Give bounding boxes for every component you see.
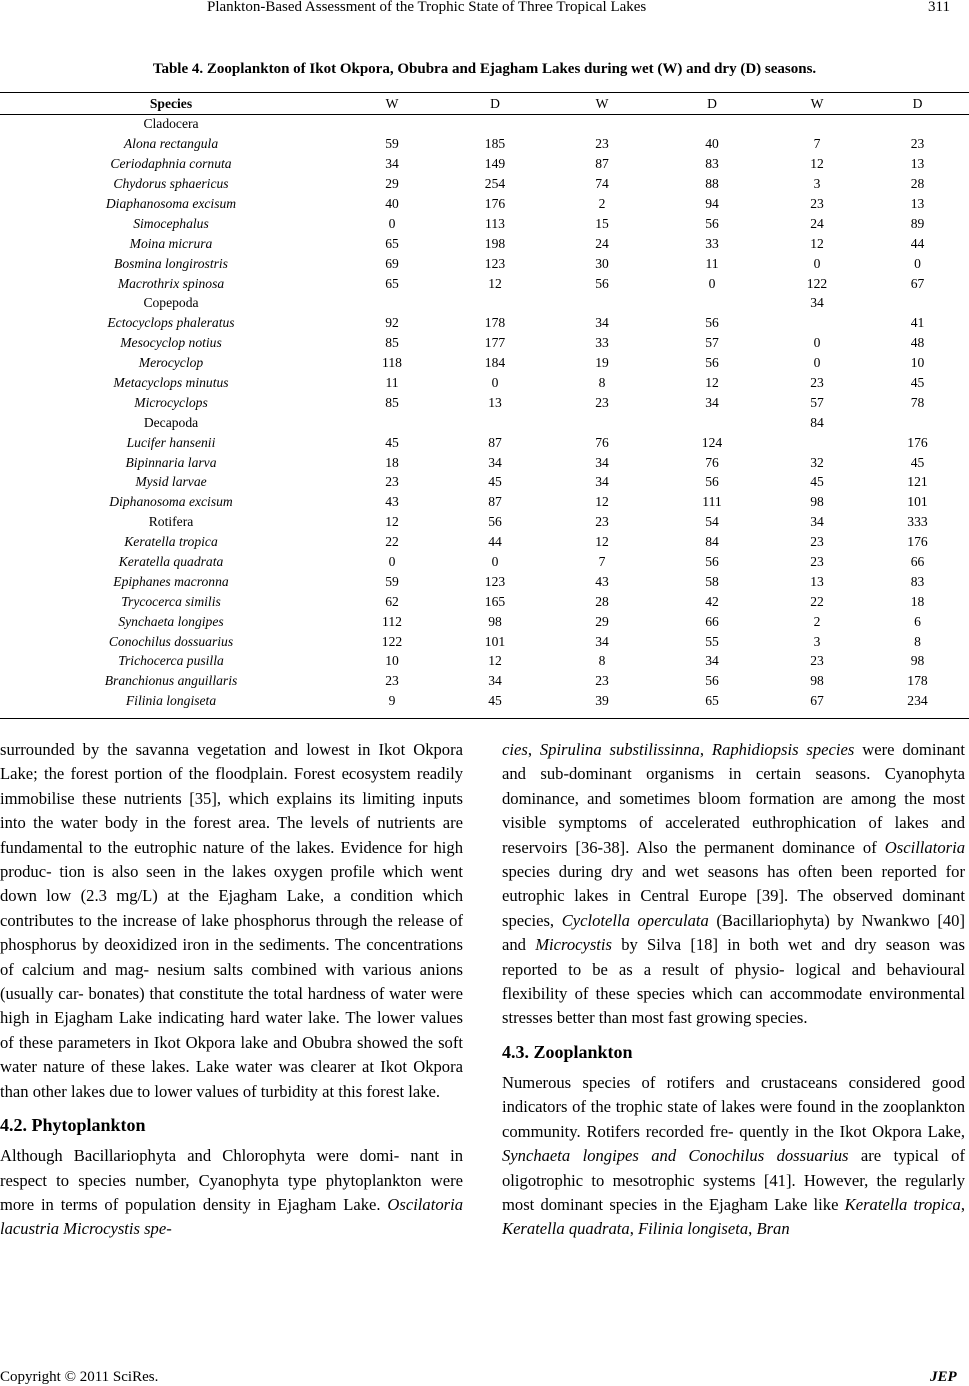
count-cell: 45	[488, 474, 502, 490]
count-cell: 12	[810, 235, 824, 251]
count-cell: 19	[595, 355, 609, 371]
table-group-row	[0, 512, 969, 532]
count-cell: 45	[488, 693, 502, 709]
count-cell: 42	[705, 593, 719, 609]
count-cell: 34	[385, 156, 399, 172]
count-cell: 87	[488, 494, 502, 510]
count-cell: 13	[488, 394, 502, 410]
count-cell: 69	[385, 255, 399, 271]
table-row	[0, 571, 969, 591]
count-cell: 0	[491, 375, 499, 391]
count-cell: 23	[595, 136, 609, 152]
count-cell: 8	[598, 653, 606, 669]
count-cell: 6	[914, 613, 921, 629]
count-cell	[548, 293, 656, 313]
column-header: W	[810, 95, 824, 111]
species-cell: Trichocerca pusilla	[118, 653, 224, 669]
count-cell: 41	[910, 315, 925, 331]
count-cell: 23	[595, 514, 609, 530]
count-cell: 0	[388, 215, 396, 231]
table-row	[0, 591, 969, 611]
count-cell: 176	[484, 196, 506, 211]
count-cell: 65	[385, 235, 399, 251]
count-cell: 0	[813, 355, 821, 371]
count-cell	[442, 114, 548, 134]
count-cell: 198	[484, 235, 506, 251]
count-cell	[548, 412, 656, 432]
count-cell: 98	[810, 673, 824, 689]
species-cell: Moina micrura	[129, 235, 213, 251]
count-cell: 48	[910, 335, 925, 351]
count-cell: 13	[910, 196, 925, 211]
count-cell: 29	[595, 613, 609, 629]
count-cell: 98	[810, 494, 824, 510]
count-cell: 22	[385, 534, 399, 550]
count-cell: 43	[595, 573, 609, 589]
count-cell: 34	[488, 454, 502, 470]
count-cell: 85	[385, 394, 399, 410]
species-cell: Mysid larvae	[135, 474, 207, 490]
count-cell: 88	[705, 176, 719, 192]
count-cell	[342, 412, 442, 432]
table-row	[0, 651, 969, 671]
count-cell	[866, 114, 969, 134]
count-cell: 33	[705, 235, 719, 251]
count-cell: 94	[705, 196, 719, 211]
count-cell: 76	[595, 434, 609, 450]
count-cell: 24	[810, 215, 824, 231]
count-cell: 15	[595, 215, 609, 231]
count-cell: 333	[907, 514, 928, 530]
table-row	[0, 233, 969, 253]
column-header: D	[490, 95, 500, 111]
table-row	[0, 373, 969, 393]
table-row	[0, 174, 969, 194]
count-cell: 18	[385, 454, 399, 470]
table-group-row	[0, 114, 969, 134]
count-cell: 7	[813, 136, 821, 152]
count-cell: 124	[701, 434, 723, 450]
count-cell: 123	[484, 255, 506, 271]
count-cell: 45	[910, 375, 925, 391]
count-cell: 74	[595, 176, 609, 192]
species-cell: Diphanosoma excisum	[109, 494, 233, 510]
count-cell: 23	[810, 554, 824, 570]
count-cell: 84	[810, 414, 824, 430]
count-cell: 0	[708, 275, 716, 291]
count-cell: 12	[595, 494, 609, 510]
count-cell: 28	[595, 593, 609, 609]
count-cell	[768, 114, 866, 134]
count-cell: 78	[910, 394, 925, 410]
count-cell: 65	[385, 275, 399, 291]
count-cell: 8	[598, 375, 606, 391]
count-cell: 12	[810, 156, 824, 172]
count-cell: 67	[910, 275, 925, 291]
count-cell: 87	[488, 434, 502, 450]
count-cell	[866, 293, 969, 313]
count-cell: 184	[484, 355, 506, 371]
count-cell: 89	[910, 215, 925, 231]
count-cell	[342, 114, 442, 134]
table-row	[0, 333, 969, 353]
count-cell: 23	[810, 653, 824, 669]
count-cell: 83	[910, 573, 925, 589]
count-cell: 0	[914, 255, 921, 271]
count-cell: 101	[907, 494, 928, 510]
table-row	[0, 213, 969, 233]
table-row	[0, 492, 969, 512]
species-cell: Chydorus sphaericus	[113, 176, 229, 192]
table-row	[0, 532, 969, 552]
count-cell: 12	[385, 514, 399, 530]
count-cell: 56	[705, 554, 719, 570]
species-cell: Trycocerca similis	[121, 593, 221, 609]
count-cell: 112	[382, 613, 402, 629]
count-cell: 40	[705, 136, 719, 152]
table-row	[0, 392, 969, 412]
count-cell: 23	[385, 673, 399, 689]
table-group-row	[0, 293, 969, 313]
count-cell: 57	[705, 335, 719, 351]
count-cell: 7	[598, 554, 606, 570]
count-cell: 123	[484, 573, 506, 589]
species-cell: Ceriodaphnia cornuta	[110, 156, 232, 172]
table-group-row	[0, 412, 969, 432]
count-cell: 56	[705, 355, 719, 371]
section-heading-phytoplankton: 4.2. Phytoplankton	[0, 1115, 146, 1136]
body-paragraph: cies, Spirulina substilissinna, Raphidiopsis species were dominant and sub-dominant organisms in certain seasons. Cyanophyta dominance, and sometimes bloom formation are among the most visible symptoms of accelerated euthrophication of lakes and reservoirs [36-38]. Also the permanent dominance of Oscillatoria species during dry and wet seasons has often been reported for eutrophic lakes in Central Europe [39]. The observed dominant species, Cyclotella operculata (Bacillariophyta) by Nwankwo [40] and Microcystis by Silva [18] in both wet and dry season was reported to be as a result of physio- logical and behavioural flexibility of these species which can accommodate environmental stresses better than most fast growing species.	[502, 740, 966, 1028]
table-row	[0, 313, 969, 333]
count-cell: 23	[810, 375, 824, 391]
table-row	[0, 154, 969, 174]
count-cell: 118	[382, 355, 402, 371]
count-cell: 44	[910, 235, 925, 251]
count-cell: 12	[488, 653, 502, 669]
count-cell: 23	[810, 534, 824, 550]
count-cell: 30	[595, 255, 609, 271]
table-header-row	[0, 93, 969, 114]
count-cell: 34	[488, 673, 502, 689]
species-cell: Ectocyclops phaleratus	[107, 315, 235, 331]
count-cell	[656, 412, 768, 432]
count-cell: 59	[385, 573, 399, 589]
table-row	[0, 194, 969, 214]
table-row	[0, 134, 969, 154]
count-cell	[548, 114, 656, 134]
count-cell: 2	[813, 613, 821, 629]
table-row	[0, 691, 969, 711]
count-cell: 84	[705, 534, 719, 550]
footer-journal: JEP	[930, 1369, 957, 1385]
table-row	[0, 472, 969, 492]
count-cell: 56	[705, 474, 719, 490]
count-cell: 13	[810, 573, 824, 589]
count-cell	[442, 412, 548, 432]
count-cell: 62	[385, 593, 399, 609]
count-cell	[866, 412, 969, 432]
count-cell: 0	[813, 255, 821, 271]
species-cell: Microcyclops	[134, 394, 208, 410]
count-cell: 149	[484, 156, 506, 172]
count-cell: 2	[598, 196, 606, 211]
count-cell: 66	[910, 554, 925, 570]
count-cell: 66	[705, 613, 719, 629]
section-heading-zooplankton: 4.3. Zooplankton	[502, 1041, 633, 1062]
count-cell: 12	[595, 534, 609, 550]
count-cell: 45	[385, 434, 399, 450]
count-cell: 98	[910, 653, 925, 669]
page-number: 311	[928, 0, 950, 15]
count-cell: 185	[484, 136, 506, 152]
species-cell: Bipinnaria larva	[125, 454, 217, 470]
species-cell: Keratella tropica	[124, 534, 218, 550]
count-cell: 12	[488, 275, 502, 291]
count-cell: 45	[810, 474, 824, 490]
count-cell: 87	[595, 156, 609, 172]
count-cell: 67	[810, 693, 824, 709]
count-cell: 0	[813, 335, 821, 351]
body-paragraph: Numerous species of rotifers and crustaceans considered good indicators of the trophic state of lakes were found in the zooplankton community. Rotifers recorded fre- quently in the Ikot Okpora Lake, Synchaeta longipes and Conochilus dossuarius are typical of oligotrophic to mesotrophic systems [41]. However, the regularly most dominant species in the Ejagham Lake like Keratella tropica, Keratella quadrata, Filinia longiseta, Bran	[502, 1072, 965, 1239]
count-cell: 56	[488, 514, 502, 530]
count-cell: 34	[595, 454, 609, 470]
column-header: D	[707, 95, 717, 111]
count-cell: 56	[705, 215, 719, 231]
column-header: D	[912, 95, 923, 111]
count-cell: 56	[595, 275, 609, 291]
count-cell: 39	[595, 693, 609, 709]
count-cell: 29	[385, 176, 399, 192]
count-cell	[442, 293, 548, 313]
count-cell: 177	[484, 335, 506, 351]
count-cell: 33	[595, 335, 609, 351]
count-cell: 65	[705, 693, 719, 709]
species-cell: Conochilus dossuarius	[108, 633, 234, 649]
count-cell: 23	[595, 673, 609, 689]
count-cell: 0	[388, 554, 396, 570]
table-row	[0, 552, 969, 572]
count-cell: 34	[595, 315, 609, 331]
species-cell: Lucifer hansenii	[126, 434, 216, 450]
count-cell: 54	[705, 514, 719, 530]
species-cell: Mesocyclop notius	[120, 335, 222, 351]
count-cell: 44	[488, 534, 502, 550]
zooplankton-table	[0, 93, 969, 711]
body-paragraph: Although Bacillariophyta and Chlorophyta were domi- nant in respect to species number, Cyanophyta type phytoplankton were more in terms of population density in Ejagham Lake. Oscilatoria lacustria Microcystis spe-	[0, 1146, 463, 1239]
count-cell: 121	[907, 474, 928, 490]
count-cell: 254	[484, 176, 506, 192]
species-cell: Decapoda	[143, 414, 199, 430]
table-row	[0, 253, 969, 273]
count-cell: 13	[910, 156, 925, 172]
count-cell: 23	[595, 394, 609, 410]
count-cell: 40	[385, 196, 399, 211]
count-cell: 18	[910, 593, 925, 609]
right-column	[502, 738, 965, 1242]
count-cell: 8	[914, 633, 921, 649]
count-cell: 101	[484, 633, 506, 649]
count-cell: 23	[810, 196, 824, 211]
count-cell: 57	[810, 394, 824, 410]
count-cell: 34	[705, 653, 719, 669]
count-cell: 178	[907, 673, 928, 689]
species-cell: Keratella quadrata	[118, 554, 224, 570]
count-cell: 28	[910, 176, 925, 192]
count-cell	[656, 114, 768, 134]
column-header-species: Species	[149, 95, 193, 111]
count-cell: 23	[385, 474, 399, 490]
table-row	[0, 611, 969, 631]
footer-copyright: Copyright © 2011 SciRes.	[0, 1369, 159, 1385]
count-cell: 176	[907, 534, 928, 550]
species-cell: Bosmina longirostris	[114, 255, 228, 271]
table-row	[0, 432, 969, 452]
count-cell: 111	[702, 494, 722, 510]
species-cell: Cladocera	[143, 116, 199, 132]
count-cell: 122	[381, 633, 403, 649]
species-cell: Filinia longiseta	[125, 693, 217, 709]
table-row	[0, 452, 969, 472]
count-cell: 165	[484, 593, 506, 609]
species-cell: Diaphanosoma excisum	[105, 196, 237, 211]
count-cell: 55	[705, 633, 719, 649]
count-cell: 122	[806, 275, 828, 291]
count-cell: 11	[385, 375, 399, 391]
column-header: W	[595, 95, 609, 111]
count-cell: 59	[385, 136, 399, 152]
count-cell: 34	[595, 633, 609, 649]
count-cell: 34	[595, 474, 609, 490]
table-row	[0, 631, 969, 651]
count-cell: 24	[595, 235, 609, 251]
count-cell: 85	[385, 335, 399, 351]
count-cell: 34	[810, 514, 824, 530]
count-cell: 12	[705, 375, 719, 391]
count-cell: 32	[810, 454, 824, 470]
count-cell: 113	[485, 215, 505, 231]
count-cell: 76	[705, 454, 719, 470]
count-cell: 92	[385, 315, 399, 331]
species-cell: Epiphanes macronna	[113, 573, 229, 589]
count-cell: 10	[910, 355, 925, 371]
count-cell: 83	[705, 156, 719, 172]
count-cell: 3	[813, 633, 821, 649]
table-body	[0, 114, 969, 711]
table-bottom-rule	[0, 718, 969, 719]
count-cell: 58	[705, 573, 719, 589]
page-header	[0, 0, 969, 24]
table-caption: Table 4. Zooplankton of Ikot Okpora, Obubra and Ejagham Lakes during wet (W) and dry (D) seasons.	[152, 61, 817, 77]
running-title: Plankton-Based Assessment of the Trophic State of Three Tropical Lakes	[207, 0, 647, 15]
count-cell: 178	[484, 315, 506, 331]
count-cell: 34	[705, 394, 719, 410]
count-cell: 56	[705, 315, 719, 331]
species-cell: Copepoda	[143, 295, 199, 311]
table-row	[0, 671, 969, 691]
count-cell: 34	[810, 295, 824, 311]
count-cell: 10	[385, 653, 399, 669]
count-cell: 22	[810, 593, 824, 609]
count-cell: 234	[907, 693, 928, 709]
species-cell: Macrothrix spinosa	[117, 275, 225, 291]
species-cell: Metacyclops minutus	[113, 375, 229, 391]
table-row	[0, 353, 969, 373]
count-cell: 23	[910, 136, 925, 152]
table-row	[0, 273, 969, 293]
count-cell: 45	[910, 454, 925, 470]
body-paragraph: surrounded by the savanna vegetation and lowest in Ikot Okpora Lake; the forest portion of the floodplain. Forest ecosystem readily immobilise these nutrients [35], which explains its limiting inputs into the water body in the forest area. The levels of nutrients are fundamental to the eutrophic nature of the lakes. Evidence for high produc- tion is also seen in the lakes oxygen profile which went down low (2.3 mg/L) at the Ejagham Lake, a condition which contributes to the increase of lake phosphorus through the release of phosphorus by deoxidized iron in the sediments. The concentrations of calcium and mag- nesium salts combined with various anions (usually car- bonates) that constitute the total hardness of water were high in Ejagham Lake indicating hard water lake. The lower values of these parameters in Ikot Okpora lake and Obubra showed the soft water nature of these lakes. Lake water was clearer at Ikot Okpora than other lakes due to lower values of turbidity at this forest lake.	[0, 740, 463, 1101]
count-cell	[768, 432, 866, 452]
count-cell: 11	[705, 255, 719, 271]
count-cell: 3	[813, 176, 821, 192]
count-cell	[656, 293, 768, 313]
left-column	[0, 738, 463, 1242]
count-cell: 0	[491, 554, 499, 570]
count-cell: 43	[385, 494, 399, 510]
count-cell: 98	[488, 613, 502, 629]
column-header: W	[385, 95, 399, 111]
species-cell: Simocephalus	[133, 215, 209, 231]
species-cell: Alona rectangula	[123, 136, 219, 152]
count-cell	[342, 293, 442, 313]
count-cell	[768, 313, 866, 333]
species-cell: Synchaeta longipes	[118, 613, 224, 629]
species-cell: Rotifera	[148, 514, 194, 530]
species-cell: Branchionus anguillaris	[104, 673, 238, 689]
count-cell: 56	[705, 673, 719, 689]
count-cell: 176	[907, 434, 928, 450]
count-cell: 9	[388, 693, 396, 709]
species-cell: Merocyclop	[138, 355, 204, 371]
